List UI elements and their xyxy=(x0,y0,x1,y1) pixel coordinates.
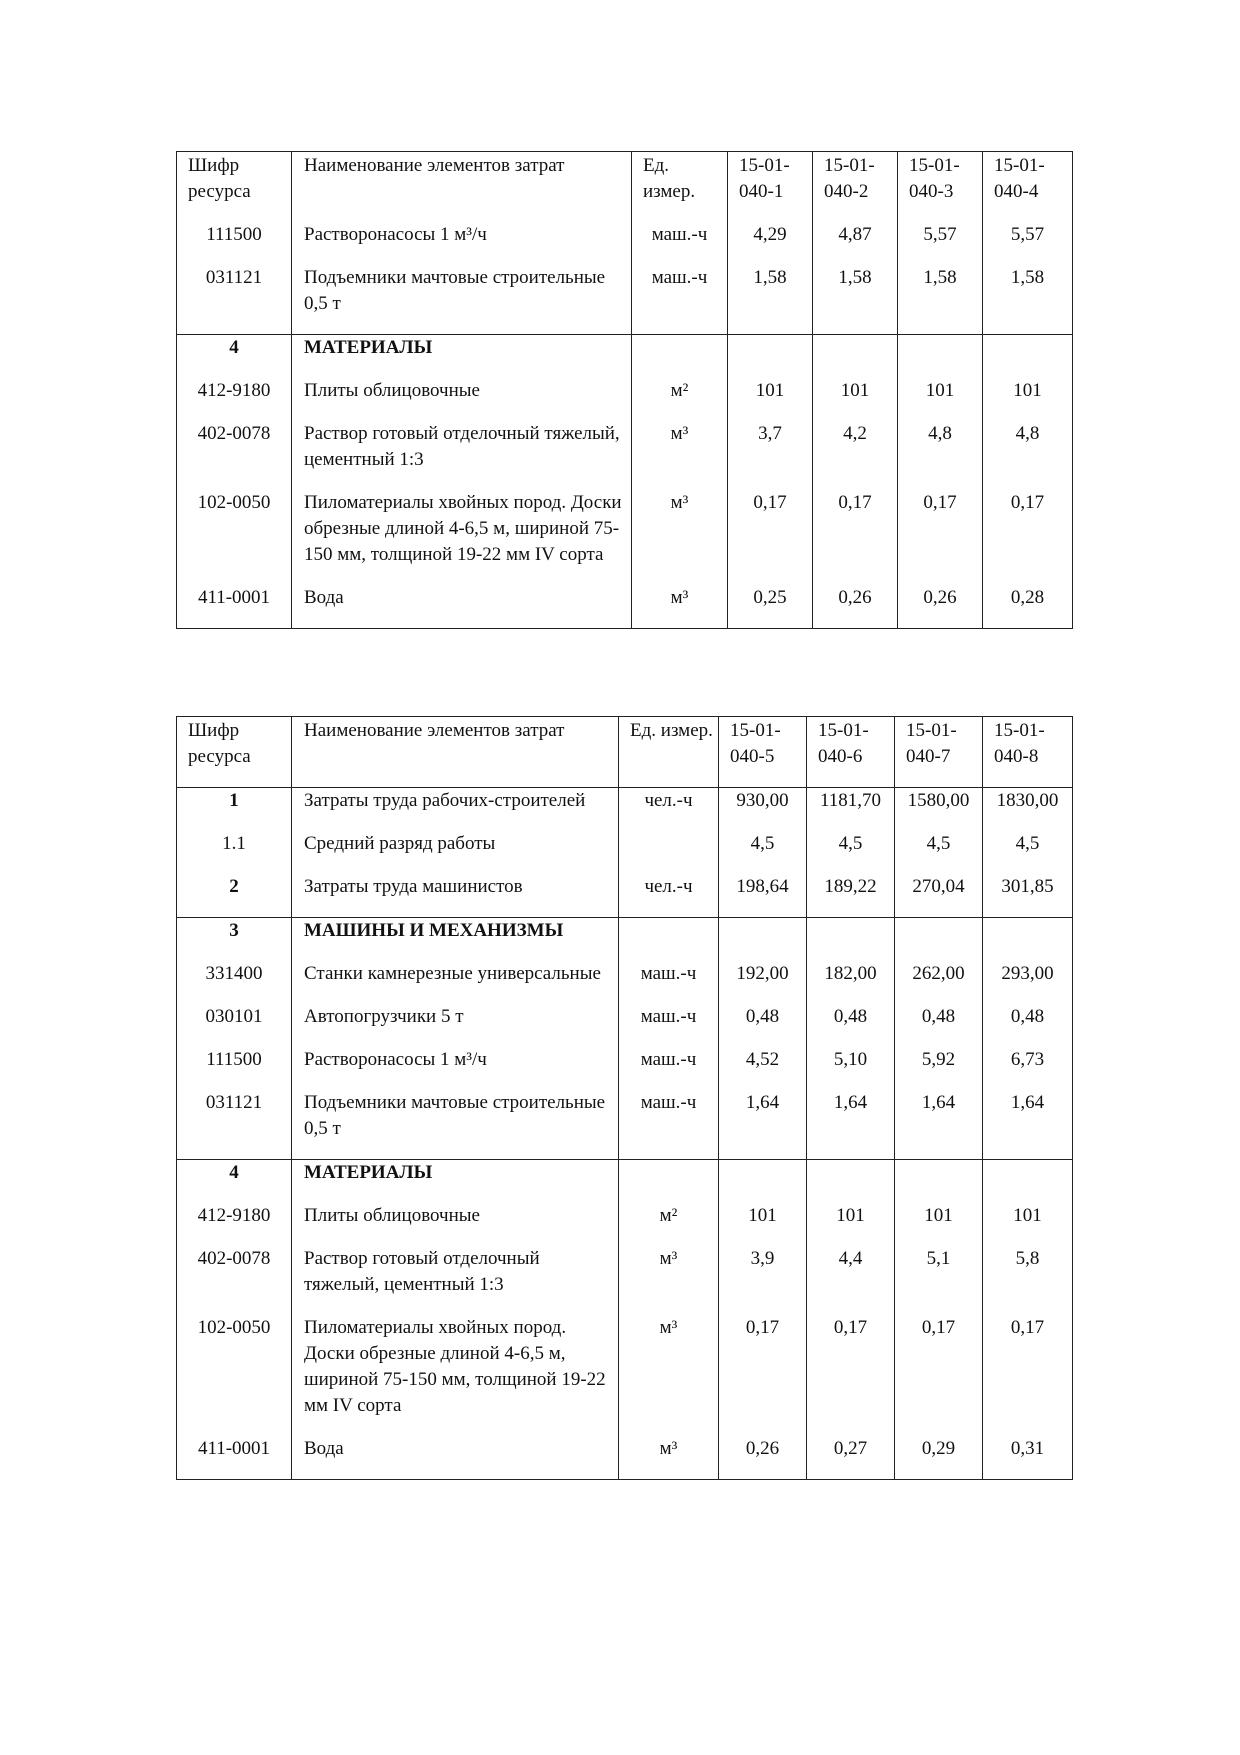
header-code: Шифр ресурса xyxy=(177,717,292,788)
value-cell: 4,2 xyxy=(813,421,898,490)
header-unit: Ед. измер. xyxy=(632,152,728,223)
value-cell: 1,58 xyxy=(983,265,1073,335)
header-name: Наименование элементов затрат xyxy=(292,717,619,788)
resource-unit: м³ xyxy=(632,490,728,585)
resource-unit: маш.-ч xyxy=(619,1004,719,1047)
value-cell: 0,17 xyxy=(895,1315,983,1436)
resource-name: Растворонасосы 1 м³/ч xyxy=(292,1047,619,1090)
resource-code: 031121 xyxy=(177,1090,292,1160)
resource-table-2 xyxy=(176,716,1073,1480)
header-col-3: 15-01-040-3 xyxy=(898,152,983,223)
resource-name: Затраты труда рабочих-строителей xyxy=(292,788,619,832)
resource-code: 412-9180 xyxy=(177,378,292,421)
value-cell xyxy=(807,1160,895,1204)
resource-code: 102-0050 xyxy=(177,1315,292,1436)
table-row xyxy=(177,490,1073,585)
value-cell: 4,5 xyxy=(983,831,1073,874)
table-row xyxy=(177,585,1073,629)
value-cell: 1181,70 xyxy=(807,788,895,832)
resource-name: Станки камнерезные универсальные xyxy=(292,961,619,1004)
section-title: МАШИНЫ И МЕХАНИЗМЫ xyxy=(292,918,619,962)
table-header-row xyxy=(177,152,1073,223)
table-row xyxy=(177,421,1073,490)
value-cell: 930,00 xyxy=(719,788,807,832)
value-cell: 1,58 xyxy=(813,265,898,335)
value-cell xyxy=(983,918,1073,962)
value-cell: 1580,00 xyxy=(895,788,983,832)
resource-name: Плиты облицовочные xyxy=(292,378,632,421)
section-title: МАТЕРИАЛЫ xyxy=(292,335,632,379)
value-cell: 182,00 xyxy=(807,961,895,1004)
section-code: 1 xyxy=(177,788,292,832)
value-cell: 0,48 xyxy=(983,1004,1073,1047)
resource-code: 412-9180 xyxy=(177,1203,292,1246)
value-cell: 4,5 xyxy=(895,831,983,874)
header-col-2: 15-01-040-2 xyxy=(813,152,898,223)
resource-unit xyxy=(632,335,728,379)
resource-unit: маш.-ч xyxy=(619,961,719,1004)
value-cell: 5,92 xyxy=(895,1047,983,1090)
table-row xyxy=(177,961,1073,1004)
resource-name: Подъемники мачтовые строительные 0,5 т xyxy=(292,265,632,335)
resource-name: Вода xyxy=(292,1436,619,1480)
value-cell: 5,1 xyxy=(895,1246,983,1315)
header-col-1: 15-01-040-1 xyxy=(728,152,813,223)
value-cell xyxy=(728,335,813,379)
value-cell: 4,4 xyxy=(807,1246,895,1315)
value-cell: 0,25 xyxy=(728,585,813,629)
value-cell xyxy=(983,335,1073,379)
resource-name: Подъемники мачтовые строительные 0,5 т xyxy=(292,1090,619,1160)
value-cell: 0,26 xyxy=(898,585,983,629)
resource-code: 411-0001 xyxy=(177,1436,292,1480)
header-name: Наименование элементов затрат xyxy=(292,152,632,223)
value-cell: 0,48 xyxy=(807,1004,895,1047)
value-cell: 0,17 xyxy=(813,490,898,585)
value-cell xyxy=(813,335,898,379)
value-cell: 101 xyxy=(728,378,813,421)
resource-code: 331400 xyxy=(177,961,292,1004)
value-cell: 4,29 xyxy=(728,222,813,265)
section-row xyxy=(177,788,1073,832)
section-row xyxy=(177,918,1073,962)
resource-table-1 xyxy=(176,151,1073,629)
resource-name: Пиломатериалы хвойных пород. Доски обрезные длиной 4-6,5 м, шириной 75-150 мм, толщиной 19-22 мм IV сорта xyxy=(292,490,632,585)
value-cell: 5,57 xyxy=(983,222,1073,265)
value-cell: 101 xyxy=(813,378,898,421)
value-cell xyxy=(895,918,983,962)
value-cell: 101 xyxy=(898,378,983,421)
value-cell: 0,29 xyxy=(895,1436,983,1480)
value-cell: 1,64 xyxy=(895,1090,983,1160)
table-row xyxy=(177,1436,1073,1480)
value-cell: 1,64 xyxy=(719,1090,807,1160)
resource-unit: маш.-ч xyxy=(619,1047,719,1090)
resource-name: Пиломатериалы хвойных пород. Доски обрезные длиной 4-6,5 м, шириной 75-150 мм, толщиной 19-22 мм IV сорта xyxy=(292,1315,619,1436)
value-cell: 4,8 xyxy=(898,421,983,490)
section-code: 4 xyxy=(177,1160,292,1204)
value-cell: 0,31 xyxy=(983,1436,1073,1480)
resource-unit: м² xyxy=(632,378,728,421)
header-unit: Ед. измер. xyxy=(619,717,719,788)
table-row xyxy=(177,1246,1073,1315)
section-code: 2 xyxy=(177,874,292,918)
table-row xyxy=(177,265,1073,335)
header-col-4: 15-01-040-4 xyxy=(983,152,1073,223)
value-cell: 101 xyxy=(719,1203,807,1246)
resource-name: Вода xyxy=(292,585,632,629)
resource-code: 031121 xyxy=(177,265,292,335)
table-row xyxy=(177,378,1073,421)
value-cell: 4,8 xyxy=(983,421,1073,490)
resource-name: Плиты облицовочные xyxy=(292,1203,619,1246)
resource-name: Растворонасосы 1 м³/ч xyxy=(292,222,632,265)
section-row xyxy=(177,1160,1073,1204)
value-cell: 1830,00 xyxy=(983,788,1073,832)
resource-unit: м³ xyxy=(632,421,728,490)
resource-unit xyxy=(619,1160,719,1204)
section-row xyxy=(177,874,1073,918)
value-cell: 1,58 xyxy=(898,265,983,335)
table-row xyxy=(177,1203,1073,1246)
resource-unit: маш.-ч xyxy=(619,1090,719,1160)
resource-unit: м³ xyxy=(619,1436,719,1480)
table-row xyxy=(177,831,1073,874)
value-cell: 0,26 xyxy=(719,1436,807,1480)
value-cell: 189,22 xyxy=(807,874,895,918)
value-cell: 0,27 xyxy=(807,1436,895,1480)
value-cell: 198,64 xyxy=(719,874,807,918)
value-cell: 262,00 xyxy=(895,961,983,1004)
value-cell: 0,17 xyxy=(807,1315,895,1436)
resource-unit: маш.-ч xyxy=(632,222,728,265)
value-cell: 5,10 xyxy=(807,1047,895,1090)
section-code: 4 xyxy=(177,335,292,379)
value-cell: 301,85 xyxy=(983,874,1073,918)
section-code: 3 xyxy=(177,918,292,962)
resource-name: Затраты труда машинистов xyxy=(292,874,619,918)
value-cell: 4,5 xyxy=(807,831,895,874)
resource-unit: м² xyxy=(619,1203,719,1246)
value-cell: 0,48 xyxy=(895,1004,983,1047)
value-cell xyxy=(807,918,895,962)
value-cell: 3,7 xyxy=(728,421,813,490)
value-cell: 4,52 xyxy=(719,1047,807,1090)
value-cell: 0,48 xyxy=(719,1004,807,1047)
value-cell xyxy=(898,335,983,379)
resource-unit: чел.-ч xyxy=(619,788,719,832)
table-row xyxy=(177,1047,1073,1090)
resource-unit xyxy=(619,831,719,874)
resource-code: 402-0078 xyxy=(177,421,292,490)
value-cell xyxy=(719,918,807,962)
value-cell: 270,04 xyxy=(895,874,983,918)
header-col-7: 15-01-040-7 xyxy=(895,717,983,788)
value-cell: 192,00 xyxy=(719,961,807,1004)
value-cell: 6,73 xyxy=(983,1047,1073,1090)
value-cell: 0,17 xyxy=(728,490,813,585)
header-code: Шифр ресурса xyxy=(177,152,292,223)
resource-unit: м³ xyxy=(619,1246,719,1315)
resource-code: 111500 xyxy=(177,1047,292,1090)
resource-code: 111500 xyxy=(177,222,292,265)
value-cell xyxy=(895,1160,983,1204)
value-cell: 0,17 xyxy=(983,490,1073,585)
resource-name: Раствор готовый отделочный тяжелый, цементный 1:3 xyxy=(292,1246,619,1315)
value-cell: 4,5 xyxy=(719,831,807,874)
header-col-8: 15-01-040-8 xyxy=(983,717,1073,788)
value-cell: 0,28 xyxy=(983,585,1073,629)
value-cell: 101 xyxy=(807,1203,895,1246)
resource-unit: маш.-ч xyxy=(632,265,728,335)
resource-code: 411-0001 xyxy=(177,585,292,629)
resource-code: 1.1 xyxy=(177,831,292,874)
value-cell: 0,17 xyxy=(719,1315,807,1436)
value-cell: 0,26 xyxy=(813,585,898,629)
value-cell: 0,17 xyxy=(898,490,983,585)
value-cell: 101 xyxy=(895,1203,983,1246)
resource-code: 030101 xyxy=(177,1004,292,1047)
resource-unit xyxy=(619,918,719,962)
value-cell: 101 xyxy=(983,378,1073,421)
resource-unit: м³ xyxy=(632,585,728,629)
section-title: МАТЕРИАЛЫ xyxy=(292,1160,619,1204)
table-row xyxy=(177,1090,1073,1160)
value-cell: 4,87 xyxy=(813,222,898,265)
value-cell: 293,00 xyxy=(983,961,1073,1004)
value-cell: 5,8 xyxy=(983,1246,1073,1315)
value-cell xyxy=(983,1160,1073,1204)
resource-code: 102-0050 xyxy=(177,490,292,585)
value-cell: 0,17 xyxy=(983,1315,1073,1436)
header-col-5: 15-01-040-5 xyxy=(719,717,807,788)
resource-name: Средний разряд работы xyxy=(292,831,619,874)
value-cell: 1,64 xyxy=(983,1090,1073,1160)
resource-unit: чел.-ч xyxy=(619,874,719,918)
resource-unit: м³ xyxy=(619,1315,719,1436)
value-cell xyxy=(719,1160,807,1204)
table-row xyxy=(177,222,1073,265)
value-cell: 5,57 xyxy=(898,222,983,265)
resource-code: 402-0078 xyxy=(177,1246,292,1315)
value-cell: 1,64 xyxy=(807,1090,895,1160)
value-cell: 1,58 xyxy=(728,265,813,335)
header-col-6: 15-01-040-6 xyxy=(807,717,895,788)
table-header-row xyxy=(177,717,1073,788)
resource-name: Раствор готовый отделочный тяжелый, цементный 1:3 xyxy=(292,421,632,490)
table-row xyxy=(177,1004,1073,1047)
value-cell: 3,9 xyxy=(719,1246,807,1315)
value-cell: 101 xyxy=(983,1203,1073,1246)
table-row xyxy=(177,1315,1073,1436)
resource-name: Автопогрузчики 5 т xyxy=(292,1004,619,1047)
section-row xyxy=(177,335,1073,379)
